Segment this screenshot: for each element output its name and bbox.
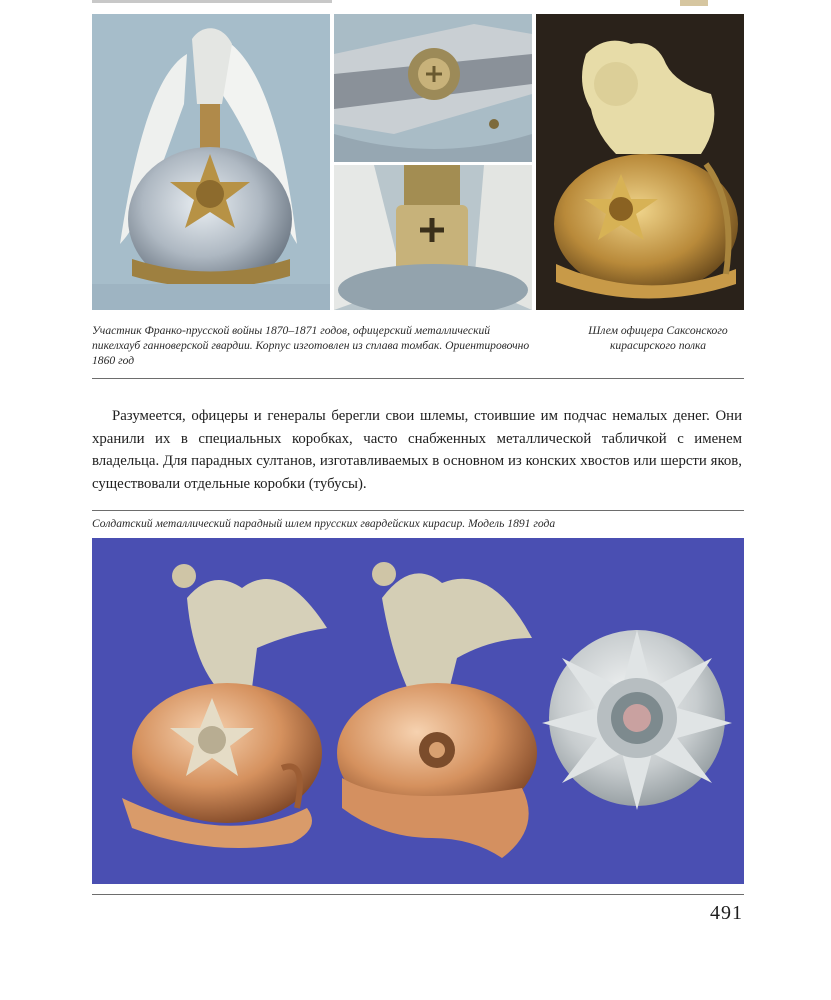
caption-hanover-helmet: Участник Франко-прусской войны 1870–1871 годов, офицерский металлический пикелхауб ганноверской гвардии. Корпус изготовлен из сплава томбак. Ориентировочно 1860 год: [92, 324, 530, 367]
photo-lion-helmet-saxon: [536, 14, 744, 310]
photo-helmet-hanover: [92, 14, 330, 310]
page-number: 491: [710, 902, 743, 924]
divider-top: [92, 378, 744, 379]
body-text: [92, 405, 742, 495]
divider-middle: [92, 510, 744, 511]
body-paragraph: Разумеется, офицеры и генералы берегли свои шлемы, стоившие им подчас немалых денег. Они хранили их в специальных коробках, часто снабженных металлической табличкой с именем владельца. Для парадных султанов, изготавливаемых в основном из конских хвостов или шерсти яков, существовали отдельные коробки (тубусы).: [92, 408, 742, 492]
photo-cuirassier-helmets: [92, 538, 744, 884]
caption-saxon-helmet: Шлем офицера Саксонского кирасирского полка: [588, 324, 728, 352]
divider-bottom: [92, 894, 744, 895]
page-corner-mark: [680, 0, 708, 6]
photo-spike-base-detail: [334, 165, 532, 310]
top-strip: [92, 0, 332, 3]
photo-helmet-detail-top: [334, 14, 532, 162]
caption-cuirassier-helmet: Солдатский металлический парадный шлем прусских гвардейских кирасир. Модель 1891 года: [92, 517, 556, 530]
